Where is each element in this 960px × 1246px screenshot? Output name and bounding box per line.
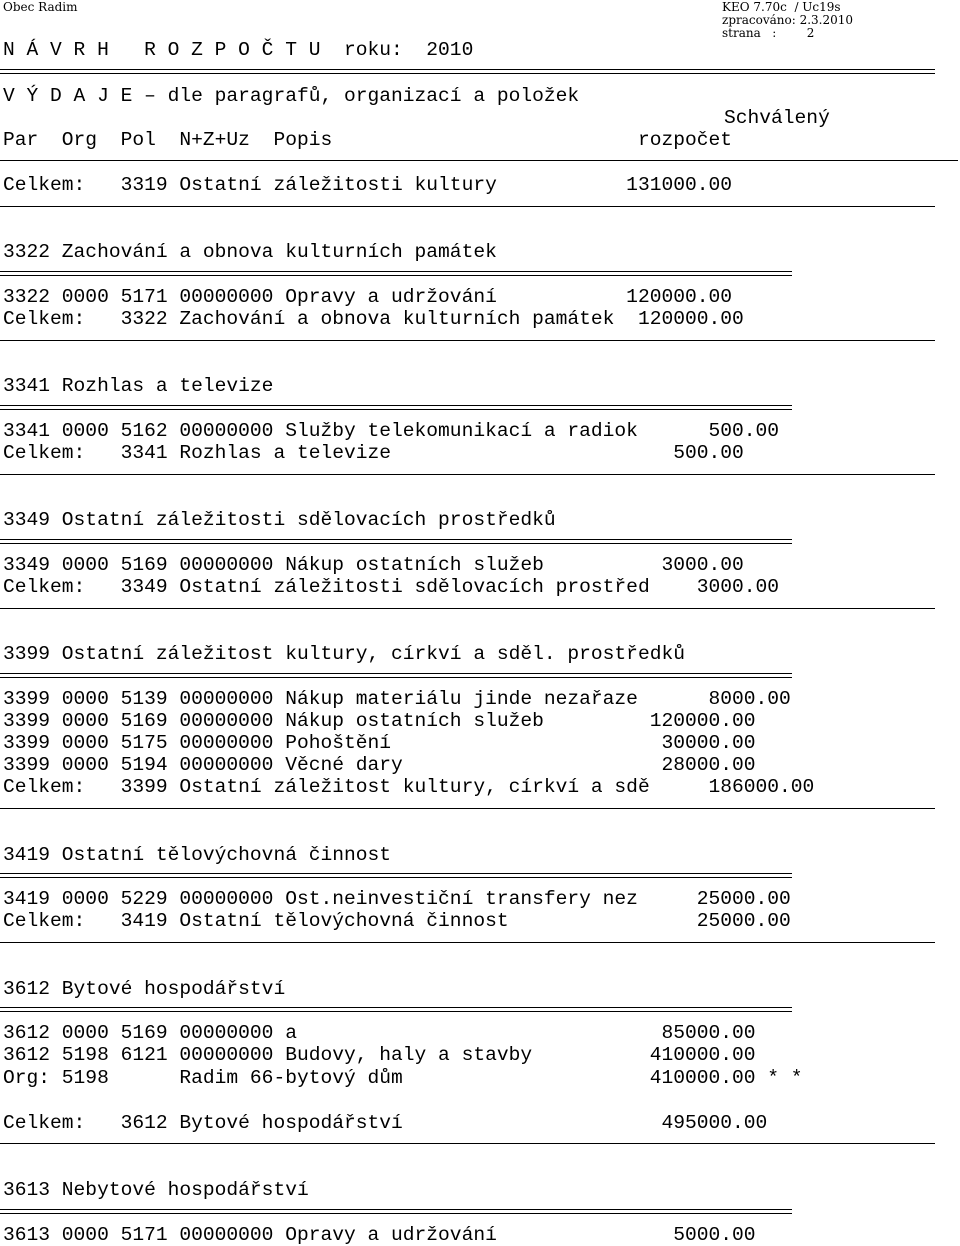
- rule: [0, 474, 935, 475]
- budget-row: Celkem: 3399 Ostatní záležitost kultury, církví a sdě 186000.00: [3, 776, 815, 798]
- processed-date: zpracováno: 2.3.2010: [722, 13, 854, 27]
- budget-row: Celkem: 3349 Ostatní záležitosti sdělovacích prostřed 3000.00: [3, 576, 780, 598]
- rule: [0, 808, 935, 809]
- budget-row: 3341 Rozhlas a televize: [3, 375, 274, 397]
- rule: [0, 206, 935, 207]
- budget-row: 3399 0000 5175 00000000 Pohoštění 30000.00: [3, 732, 756, 754]
- budget-row: 3612 0000 5169 00000000 a 85000.00: [3, 1022, 756, 1044]
- budget-row: 3399 0000 5139 00000000 Nákup materiálu jinde nezařaze 8000.00: [3, 688, 791, 710]
- budget-row: Celkem: 3612 Bytové hospodářství 495000.00: [3, 1112, 768, 1134]
- budget-row: 3399 0000 5194 00000000 Věcné dary 28000.00: [3, 754, 756, 776]
- budget-row: 3399 0000 5169 00000000 Nákup ostatních služeb 120000.00: [3, 710, 756, 732]
- column-approved-label: Schválený: [724, 107, 830, 129]
- budget-row: Celkem: 3322 Zachování a obnova kulturních památek 120000.00: [3, 308, 744, 330]
- program-version: KEO 7.70c / Uc19s: [722, 0, 841, 14]
- budget-row: 3322 0000 5171 00000000 Opravy a udržování 120000.00: [3, 286, 733, 308]
- section-double-rule: [0, 1209, 792, 1214]
- budget-row: 3399 Ostatní záležitost kultury, církví a sděl. prostředků: [3, 643, 685, 665]
- column-header: Par Org Pol N+Z+Uz Popis rozpočet: [3, 129, 733, 151]
- section-double-rule: [0, 271, 792, 276]
- budget-row: Celkem: 3319 Ostatní záležitosti kultury 131000.00: [3, 174, 733, 196]
- budget-row: 3613 0000 5171 00000000 Opravy a udržování 5000.00: [3, 1224, 756, 1246]
- section-double-rule: [0, 873, 792, 878]
- organization-name: Obec Radim: [3, 0, 78, 14]
- rule: [0, 942, 935, 943]
- document-subtitle: V Ý D A J E – dle paragrafů, organizací a položek: [3, 85, 580, 107]
- rule: [0, 1143, 935, 1144]
- budget-row: 3419 0000 5229 00000000 Ost.neinvestiční transfery nez 25000.00: [3, 888, 791, 910]
- budget-row: 3419 Ostatní tělovýchovná činnost: [3, 844, 392, 866]
- budget-row: Org: 5198 Radim 66-bytový dům 410000.00 * *: [3, 1067, 803, 1089]
- budget-row: 3613 Nebytové hospodářství: [3, 1179, 309, 1201]
- section-double-rule: [0, 1007, 792, 1012]
- budget-row: Celkem: 3419 Ostatní tělovýchovná činnost 25000.00: [3, 910, 791, 932]
- title-double-rule: [0, 69, 935, 74]
- rule: [0, 608, 935, 609]
- budget-row: Celkem: 3341 Rozhlas a televize 500.00: [3, 442, 744, 464]
- budget-row: 3341 0000 5162 00000000 Služby telekomunikací a radiok 500.00: [3, 420, 780, 442]
- header-rule: [0, 160, 958, 161]
- section-double-rule: [0, 539, 792, 544]
- budget-row: 3322 Zachování a obnova kulturních památek: [3, 241, 497, 263]
- budget-row: 3349 Ostatní záležitosti sdělovacích prostředků: [3, 509, 556, 531]
- page-number: strana : 2: [722, 26, 815, 40]
- budget-row: 3349 0000 5169 00000000 Nákup ostatních služeb 3000.00: [3, 554, 744, 576]
- section-double-rule: [0, 405, 792, 410]
- document-title: N Á V R H R O Z P O Č T U roku: 2010: [3, 39, 474, 61]
- section-double-rule: [0, 673, 792, 678]
- budget-row: 3612 Bytové hospodářství: [3, 978, 286, 1000]
- budget-row: 3612 5198 6121 00000000 Budovy, haly a stavby 410000.00: [3, 1044, 756, 1066]
- rule: [0, 340, 935, 341]
